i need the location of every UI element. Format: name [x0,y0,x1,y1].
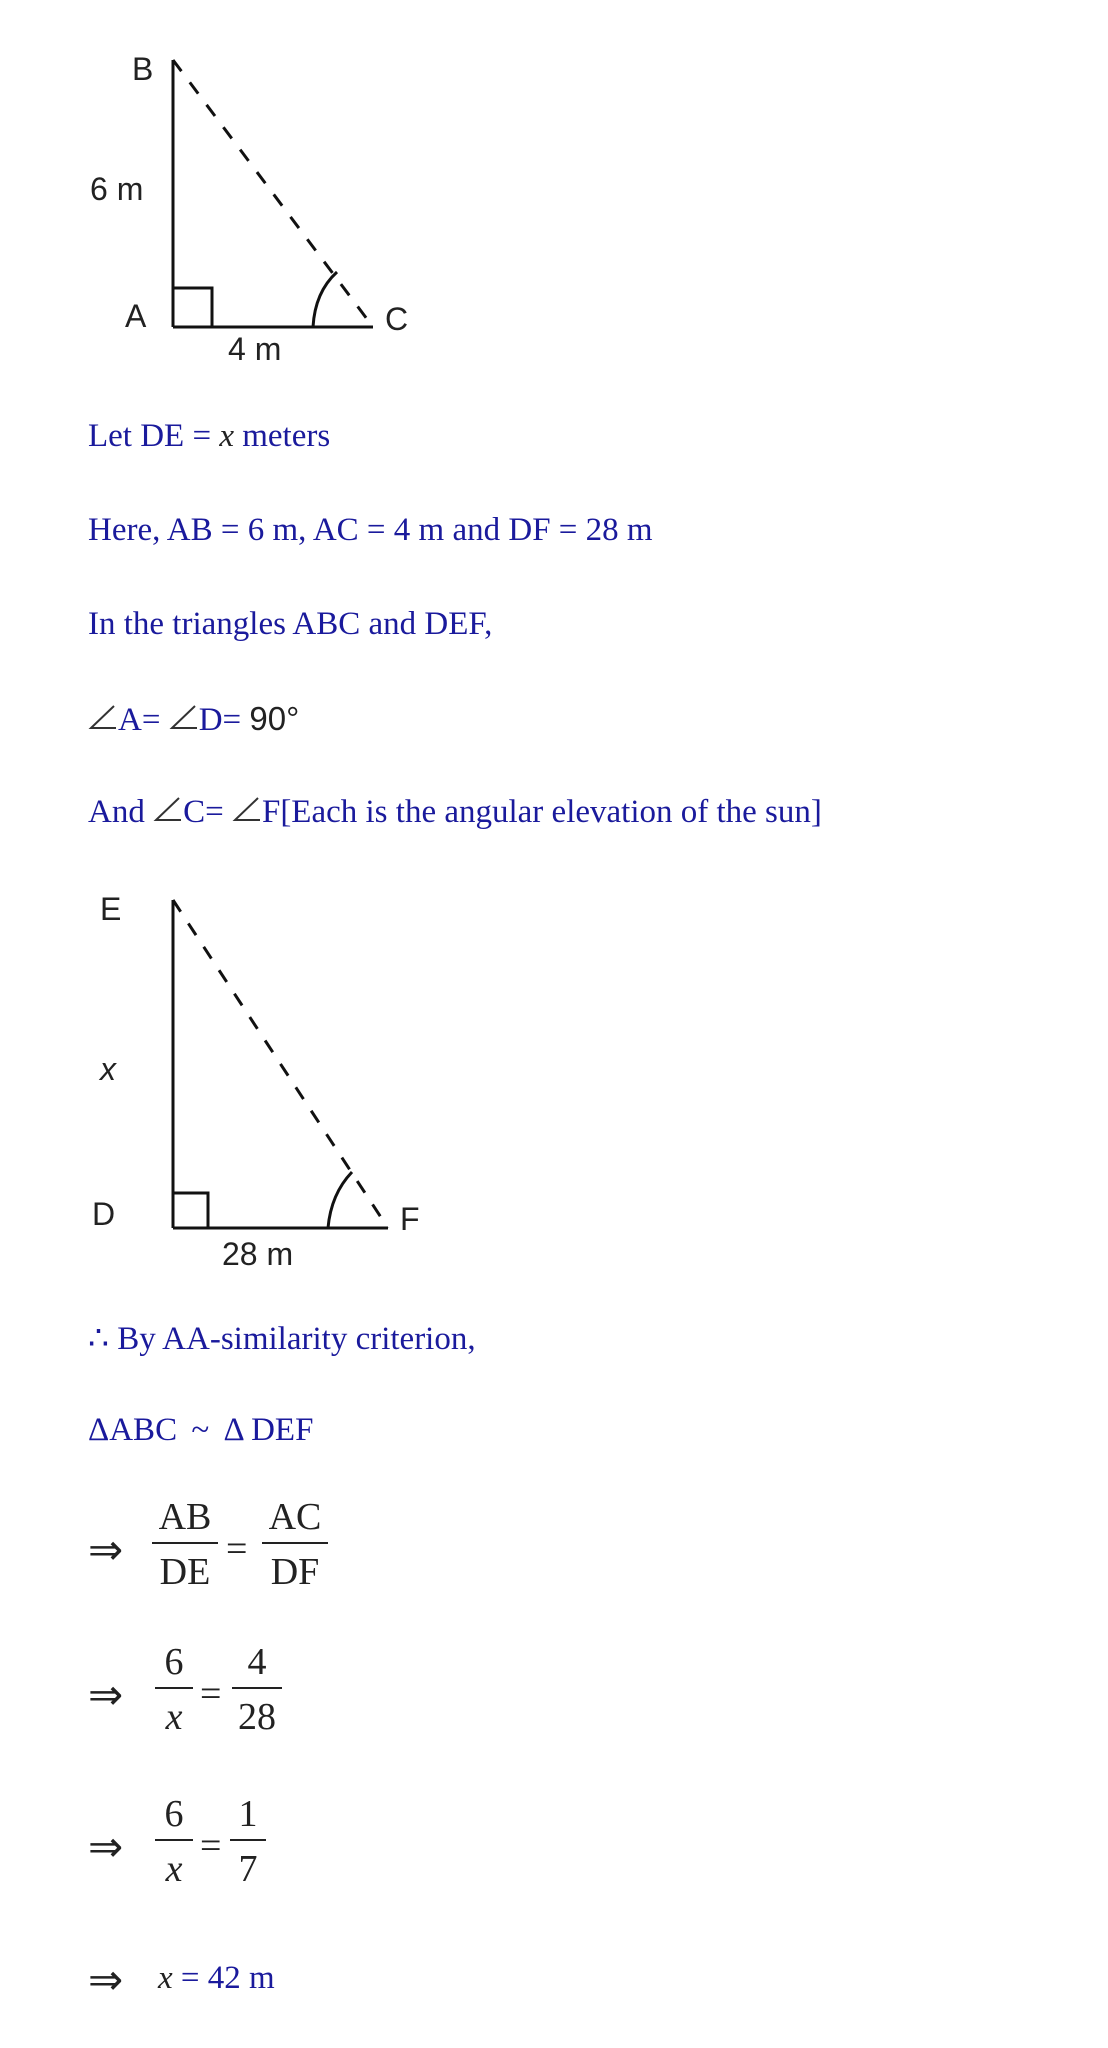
angle-d-text: D= [198,702,250,738]
label-d: D [92,1196,116,1232]
triangle-def-figure [80,880,460,1280]
angle-icon [88,704,118,730]
fraction-bar [152,1542,218,1544]
label-side-ac: 4 m [228,331,282,367]
angle-icon [169,704,199,730]
label-a: A [125,298,147,334]
angle-value: 90° [249,700,300,737]
equals-sign: = [200,1673,222,1715]
triangle-abc-text: ΔABC [88,1412,178,1448]
implies-arrow: ⇒ [88,1955,124,2004]
answer-variable: x [158,1960,173,1996]
fraction-6-x [155,1640,193,1739]
label-side-ab: 6 m [90,171,144,207]
triangle-abc-figure [80,40,440,380]
answer-value: = 42 m [172,1960,275,1996]
implies-arrow: ⇒ [88,1822,124,1871]
denominator: 7 [238,1848,258,1890]
fraction-4-28 [232,1640,282,1739]
numerator: 1 [238,1793,258,1835]
fraction-bar [155,1687,193,1689]
angle-f-text: F[Each is the angular elevation of the sun] [261,794,822,830]
label-side-de: x [100,1051,116,1087]
numerator: 4 [247,1641,267,1683]
label-b: B [132,51,154,87]
angle-icon [153,796,183,822]
angle-icon [232,796,262,822]
label-f: F [400,1201,420,1237]
implies-arrow: ⇒ [88,1525,124,1574]
angle-a-text: A= [118,702,169,738]
numerator: 6 [164,1793,184,1835]
let-de-variable: x [219,418,234,454]
triangles-intro-line: In the triangles ABC and DEF, [88,606,493,642]
similar-symbol: ~ [191,1412,210,1448]
label-c: C [385,301,409,337]
given-values-line: Here, AB = 6 m, AC = 4 m and DF = 28 m [88,512,653,548]
fraction-bar [262,1542,328,1544]
and-prefix: And [88,794,154,830]
denominator: DE [159,1551,211,1593]
numerator: AB [158,1496,212,1538]
fraction-bar [232,1687,282,1689]
equals-sign: = [200,1825,222,1867]
fraction-bar [230,1839,266,1841]
triangle-def-text: Δ DEF [223,1412,314,1448]
let-de-prefix: Let DE = [88,418,220,454]
implies-arrow: ⇒ [88,1670,124,1719]
numerator: 6 [164,1641,184,1683]
fraction-ac-df [262,1495,328,1594]
denominator: 28 [238,1696,276,1738]
right-angles-line [88,700,299,739]
fraction-bar [155,1839,193,1841]
aa-criterion-line: ∴ By AA-similarity criterion, [88,1321,476,1357]
let-de-line [88,418,330,455]
denominator: DF [270,1551,320,1593]
fraction-6-x [155,1792,193,1891]
equals-sign: = [226,1528,248,1570]
let-de-suffix: meters [233,418,331,454]
fraction-1-7 [230,1792,266,1891]
label-side-df: 28 m [222,1236,294,1272]
label-e: E [100,891,122,927]
denominator: x [165,1848,183,1890]
sun-elevation-line [88,794,822,831]
similarity-statement [88,1412,313,1449]
angle-c-text: C= [183,794,232,830]
numerator: AC [268,1496,322,1538]
fraction-ab-de [152,1495,218,1594]
denominator: x [165,1696,183,1738]
final-answer [158,1960,275,1997]
